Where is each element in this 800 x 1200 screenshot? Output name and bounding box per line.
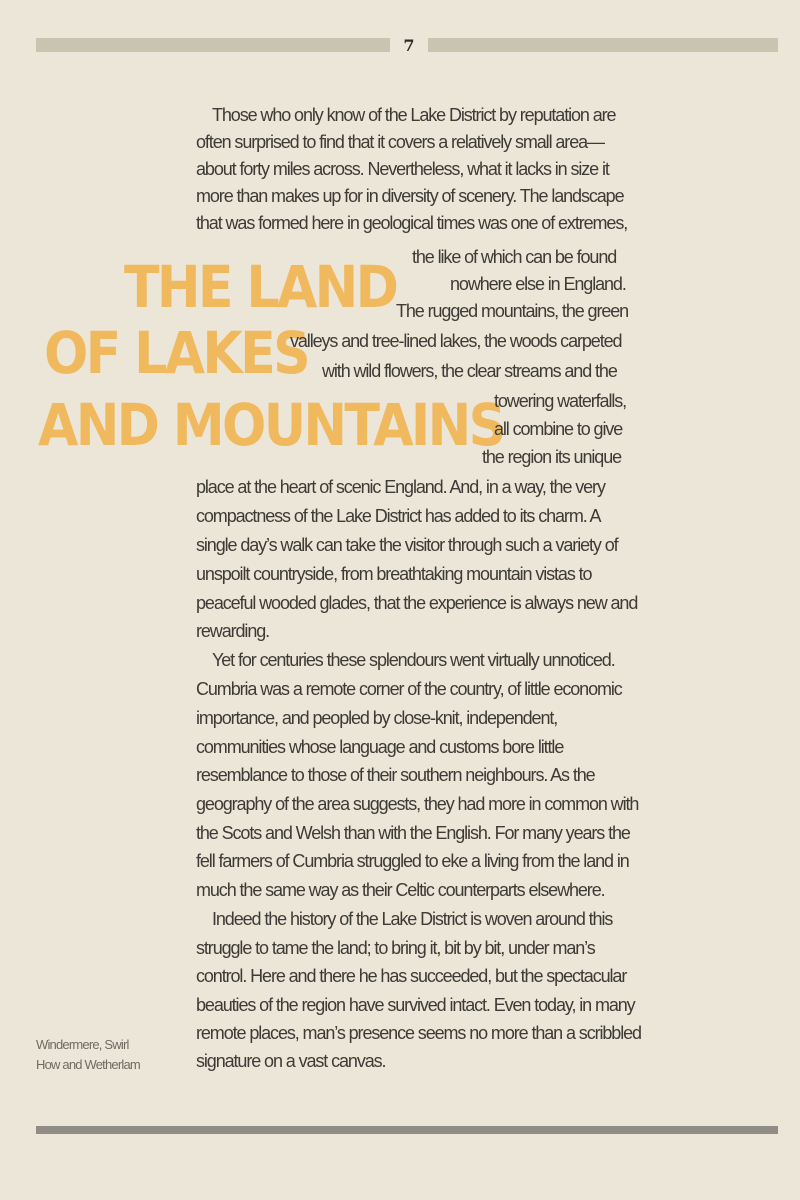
body-line: that was formed here in geological times was one of extremes, [196,213,628,233]
body-line: all combine to give [494,419,623,439]
top-rule-right [428,38,778,52]
body-line: Those who only know of the Lake District by reputation are [212,105,616,125]
body-line: compactness of the Lake District has added to its charm. A [196,506,601,526]
body-line: resemblance to those of their southern neighbours. As the [196,765,595,785]
headline-line-2: OF LAKES [44,319,308,387]
body-line: importance, and peopled by close-knit, independent, [196,708,558,728]
body-line: the Scots and Welsh than with the English. For many years the [196,823,630,843]
headline-line-1: THE LAND [124,253,397,321]
body-line: remote places, man’s presence seems no more than a scribbled [196,1023,641,1043]
body-line: fell farmers of Cumbria struggled to eke a living from the land in [196,851,629,871]
body-line: communities whose language and customs bore little [196,737,564,757]
body-line: nowhere else in England. [450,274,626,294]
body-line: struggle to tame the land; to bring it, bit by bit, under man’s [196,938,595,958]
page-number: 7 [403,36,415,55]
body-line: the like of which can be found [412,247,617,267]
body-line: Indeed the history of the Lake District is woven around this [212,909,613,929]
headline-line-3: AND MOUNTAINS [38,391,504,459]
body-line: often surprised to find that it covers a relatively small area— [196,132,604,152]
body-line: Cumbria was a remote corner of the country, of little economic [196,679,622,699]
photo-caption-line-2: How and Wetherlam [36,1057,140,1072]
body-line: Yet for centuries these splendours went virtually unnoticed. [212,650,615,670]
body-line: more than makes up for in diversity of scenery. The landscape [196,186,624,206]
body-line: control. Here and there he has succeeded, but the spectacular [196,966,627,986]
top-rule-left [36,38,390,52]
body-line: signature on a vast canvas. [196,1051,386,1071]
body-line: rewarding. [196,621,270,641]
body-line: beauties of the region have survived intact. Even today, in many [196,995,635,1015]
body-line: peaceful wooded glades, that the experience is always new and [196,593,638,613]
body-line: the region its unique [482,447,622,467]
photo-caption-line-1: Windermere, Swirl [36,1037,129,1052]
body-line: single day’s walk can take the visitor through such a variety of [196,535,618,555]
body-line: about forty miles across. Nevertheless, what it lacks in size it [196,159,609,179]
body-line: much the same way as their Celtic counterparts elsewhere. [196,880,605,900]
body-line: towering waterfalls, [494,391,627,411]
body-line: unspoilt countryside, from breathtaking mountain vistas to [196,564,592,584]
body-line: with wild flowers, the clear streams and the [322,361,617,381]
bottom-rule [36,1126,778,1134]
body-line: place at the heart of scenic England. And, in a way, the very [196,477,605,497]
body-line: The rugged mountains, the green [396,301,629,321]
body-line: valleys and tree-lined lakes, the woods carpeted [290,331,622,351]
body-line: geography of the area suggests, they had more in common with [196,794,639,814]
